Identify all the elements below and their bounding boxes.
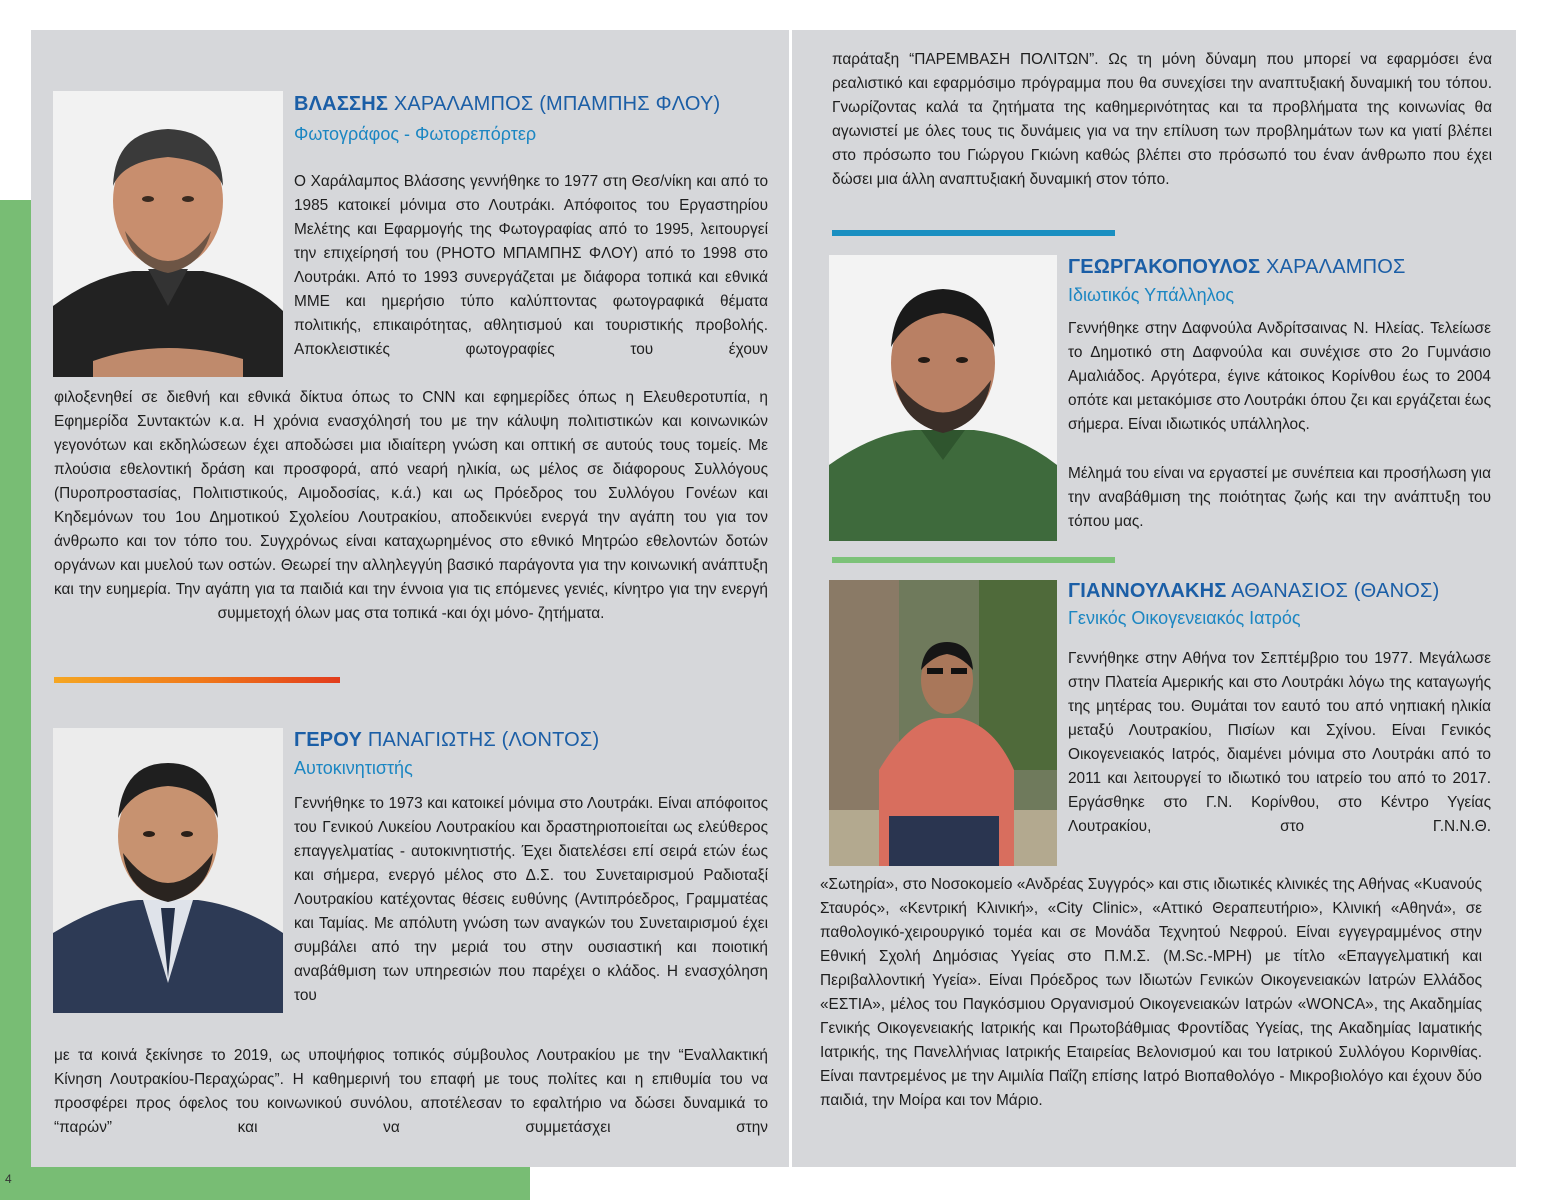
bio-side-giannoulakis: Γεννήθηκε στην Αθήνα τον Σεπτέμβριο του 1977. Μεγάλωσε στην Πλατεία Αμερικής και στο Λουτράκι λόγω της καταγωγής της μητέρας του. Θυμάται τον εαυτό του από νηπιακή ηλικία μεταξύ Λουτρακίου, Πισίων και Σχίνου. Είναι Γενικός Οικογενειακός Ιατρός, διαμένει μόνιμα στο Λουτράκι από το 2011 και λειτουργεί το ιδιωτικό του ιατρείο του από το 2017. Εργάσθηκε στο Γ.Ν. Κορίνθου, στο Κέντρο Υγείας Λουτρακίου, στο Γ.Ν.Ν.Θ. — [1068, 650, 1491, 835]
person-name-georgakopoulos — [1068, 256, 1406, 279]
section-divider — [832, 230, 1115, 236]
bio-side-gerou: Γεννήθηκε το 1973 και κατοικεί μόνιμα στο Λουτράκι. Είναι απόφοιτος του Γενικού Λυκείου Λουτρακίου και δραστηριοποιείται ως ελεύθερος επαγγελματίας - αυτοκινητιστής. Έχει διατελέσει επί σειρά ετών έως και σήμερα, ενεργό μέλος στο Δ.Σ. του Συνεταιρισμού Ραδιοταξί Λουτρακίου κατέχοντας θέσεις ευθύνης (Αντιπρόεδρος, Γραμματέας και Ταμίας. Με απόλυτη γνώση των αναγκών του Συνεταιρισμού έχει συμβάλει από την μεριά του στην ουσιαστική και ποιοτική αναβάθμιση των υπηρεσιών που παρέχει ο κλάδος. Η ενασχόληση του — [294, 795, 768, 1004]
person-name-vlassis — [294, 93, 720, 116]
given-name: ΧΑΡΑΛΑΜΠΟΣ (ΜΠΑΜΠΗΣ ΦΛΟΥ) — [393, 93, 721, 115]
decorative-green-strip — [0, 200, 34, 1200]
surname: ΓΕΡΟΥ — [294, 729, 363, 751]
bio-full-gerou: με τα κοινά ξεκίνησε το 2019, ως υποψήφιος τοπικός σύμβουλος Λουτρακίου με την “Εναλλακτική Κίνηση Λουτρακίου-Περαχώρας”. Η καθημερινή του επαφή με τους πολίτες και η επιθυμία του να προσφέρει προς όφελος του κοινωνικού συνόλου, αποτέλεσαν το εφαλτήριο να δώσει δυναμικά το “παρών” και να συμμετάσχει στην — [54, 1047, 768, 1136]
decorative-green-footer — [0, 1167, 530, 1200]
given-name: ΠΑΝΑΓΙΩΤΗΣ (ΛΟΝΤΟΣ) — [367, 729, 600, 751]
portrait-photo-gerou — [53, 728, 283, 1013]
bio-full-giannoulakis: «Σωτηρία», στο Νοσοκομείο «Ανδρέας Συγγρός» και στις ιδιωτικές κλινικές της Αθήνας «Κυανούς Σταυρός», «Κεντρική Κλινική», «City Clinic», «Αττικό Θεραπευτήριο», Κλινική «Αθηνά», σε παθολογικό-χειρουργικό τομέα και σε Μονάδα Τεχνητού Νεφρού. Είναι εγγεγραμμένος στην Εθνική Σχολή Δημόσιας Υγείας στο Π.Μ.Σ. (M.Sc.-MPH) με τίτλο «Επαγγελματική και Περιβαλλοντική Υγεία». Είναι Πρόεδρος των Ιδιωτών Γενικών Οικογενειακών Ιατρών Ελλάδος «ΕΣΤΙΑ», μέλος του Παγκόσμιου Οργανισμού Οικογενειακών Ιατρών «WONCA», της Ακαδημίας Γενικής Οικογενειακής Ιατρικής και Πρωτοβάθμιας Φροντίδας Υγείας, της Ακαδημίας Ιαματικής Ιατρικής, της Πανελλήνιας Ιατρικής Εταιρείας Βελονισμού και του Ιατρικού Συλλόγου Κορινθίας. Είναι παντρεμένος με την Αιμιλία Παΐζη επίσης Ιατρό Βιοπαθολόγο - Μικροβιολόγο και έχουν δύο παιδιά, την Μοίρα και τον Μάριο. — [820, 876, 1482, 1109]
bio-continuation-gerou: παράταξη “ΠΑΡΕΜΒΑΣΗ ΠΟΛΙΤΩΝ”. Ως τη μόνη δύναμη που μπορεί να εφαρμόσει ένα ρεαλιστικό και εφαρμόσιμο πρόγραμμα που θα συνεχίσει την αναπτυξιακή δυναμική του τόπου. Γνωρίζοντας καλά τα ζητήματα της καθημερινότητας και τα προβλήματα της κοινωνίας θα αγωνιστεί με όλες τους τις δυνάμεις για να την επίλυση των προβλημάτων των κα γιατί βλέπει στο πρόσωπο του Γιώργου Γκιώνη καθώς βλέπει στο πρόσωπό του έναν άνθρωπο που έχει δώσει μια άλλη αναπτυξιακή δυναμική στον τόπο. — [832, 51, 1492, 188]
person-name-giannoulakis — [1068, 580, 1439, 603]
bio-georgakopoulos-b: Μέλημά του είναι να εργαστεί με συνέπεια και προσήλωση για την αναβάθμιση της ποιότητας ζωής και την ανάπτυξη του τόπου μας. — [1068, 465, 1491, 530]
person-role-giannoulakis: Γενικός Οικογενειακός Ιατρός — [1068, 608, 1301, 628]
bio-georgakopoulos-a: Γεννήθηκε στην Δαφνούλα Ανδρίτσαινας Ν. Ηλείας. Τελείωσε το Δημοτικό στη Δαφνούλα και συνέχισε στο 2ο Γυμνάσιο Αμαλιάδος. Αργότερα, έγινε κάτοικος Κορίνθου έως το 2004 οπότε και μετακόμισε στο Λουτράκι όπου ζει και εργάζεται έως σήμερα. Είναι ιδιωτικός υπάλληλος. — [1068, 320, 1491, 433]
section-divider — [832, 557, 1115, 563]
page-number: 4 — [5, 1172, 12, 1186]
given-name: ΧΑΡΑΛΑΜΠΟΣ — [1266, 256, 1406, 278]
surname: ΓΕΩΡΓΑΚΟΠΟΥΛΟΣ — [1068, 256, 1261, 278]
person-role-vlassis: Φωτογράφος - Φωτορεπόρτερ — [294, 124, 537, 144]
portrait-photo-vlassis — [53, 91, 283, 377]
person-role-gerou: Αυτοκινητιστής — [294, 758, 413, 778]
given-name: ΑΘΑΝΑΣΙΟΣ (ΘΑΝΟΣ) — [1231, 580, 1440, 602]
bio-side-vlassis: Ο Χαράλαμπος Βλάσσης γεννήθηκε το 1977 στη Θεσ/νίκη και από το 1985 κατοικεί μόνιμα στο Λουτράκι. Απόφοιτος του Εργαστηρίου Μελέτης και Εφαρμογής της Φωτογραφίας από το 1995, λειτουργεί την επιχείρησή του (PHOTO ΜΠΑΜΠΗΣ ΦΛΟΥ) από το 1998 στο Λουτράκι. Από το 1993 συνεργάζεται με διάφορα τοπικά και εθνικά ΜΜΕ και ημερήσιο τύπο καλύπτοντας φωτογραφικά θέματα πολιτικής, επικαιρότητας, αθλητισμού και τουριστικής προβολής. Αποκλειστικές φωτογραφίες του έχουν — [294, 173, 768, 358]
surname: ΒΛΑΣΣΗΣ — [294, 93, 389, 115]
person-name-gerou — [294, 729, 599, 752]
bio-full-vlassis: φιλοξενηθεί σε διεθνή και εθνικά δίκτυα όπως το CNN και εφημερίδες όπως η Ελευθεροτυπία, η Εφημερίδα Συντακτών κ.α. Η χρόνια ενασχόλησή του με την κάλυψη πολιτιστικών και κοινωνικών γεγονότων και εκδηλώσεων έχει αποδώσει μια ιδιαίτερη γνώση και οπτική σε αυτούς τους τομείς. Με πλούσια εθελοντική δράση και προσφορά, από νεαρή ηλικία, ως μέλος σε διάφορους Συλλόγους (Πυροπροστασίας, Πολιτιστικούς, Αιμοδοσίας, κ.ά.) και ως Πρόεδρος του Συλλόγου Γονέων και Κηδεμόνων του 1ου Δημοτικού Σχολείου Λουτρακίου, αποδεικνύει ενεργά την αγάπη του για τον άνθρωπο και τον τόπο του. Συγχρόνως είναι καταχωρημένος στο εθνικό Μητρώο εθελοντών δοτών οργάνων και μυελού των οστών. Θεωρεί την αλληλεγγύη βασικό παράγοντα για την κοινωνική ανάπτυξη και την ευημερία. Την αγάπη για τα παιδιά και την έννοια για τις επόμενες γενιές, κίνητρο για την ενεργή συμμετοχή όλων μας στα τοπικά -και όχι μόνο- ζητήματα. — [54, 389, 768, 622]
portrait-photo-georgakopoulos — [829, 255, 1057, 541]
person-role-georgakopoulos: Ιδιωτικός Υπάλληλος — [1068, 285, 1235, 305]
portrait-photo-giannoulakis — [829, 580, 1057, 866]
section-divider — [54, 677, 340, 683]
surname: ΓΙΑΝΝΟΥΛΑΚΗΣ — [1068, 580, 1227, 602]
